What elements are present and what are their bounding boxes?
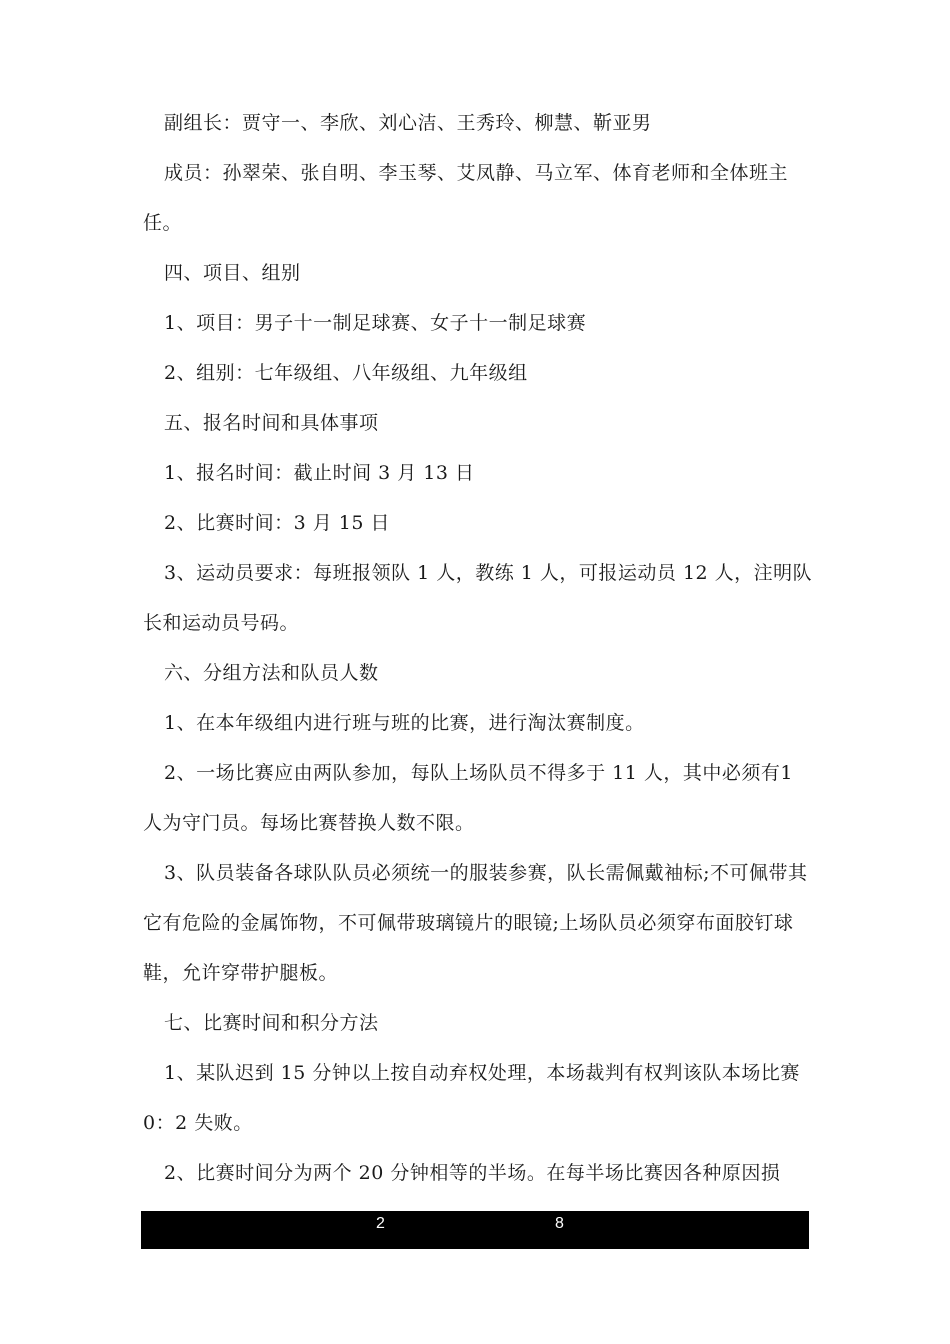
paragraph-deputy-leaders: 副组长：贾守一、李欣、刘心洁、王秀玲、柳慧、靳亚男 bbox=[164, 112, 652, 134]
section-heading-events: 四、项目、组别 bbox=[164, 262, 301, 284]
section-heading-registration: 五、报名时间和具体事项 bbox=[164, 412, 379, 434]
paragraph-knockout: 1、在本年级组内进行班与班的比赛，进行淘汰赛制度。 bbox=[164, 712, 645, 734]
paragraph-team-size: 2、一场比赛应由两队参加，每队上场队员不得多于 11 人，其中必须有1 人为守门员。每场比赛替换人数不限。 bbox=[143, 762, 793, 834]
page-number-total: 8 bbox=[555, 1215, 564, 1232]
page-footer-bar bbox=[141, 1211, 809, 1249]
paragraph-halves: 2、比赛时间分为两个 20 分钟相等的半场。在每半场比赛因各种原因损 bbox=[164, 1162, 781, 1184]
section-heading-timing: 七、比赛时间和积分方法 bbox=[164, 1012, 379, 1034]
paragraph-lateness: 1、某队迟到 15 分钟以上按自动弃权处理，本场裁判有权判该队本场比赛 0：2 失败。 bbox=[143, 1062, 800, 1134]
paragraph-events: 1、项目：男子十一制足球赛、女子十一制足球赛 bbox=[164, 312, 587, 334]
document-body bbox=[143, 98, 813, 1198]
paragraph-match-date: 2、比赛时间：3 月 15 日 bbox=[164, 512, 390, 534]
section-heading-grouping: 六、分组方法和队员人数 bbox=[164, 662, 379, 684]
paragraph-equipment: 3、队员装备各球队队员必须统一的服装参赛，队长需佩戴袖标;不可佩带其它有危险的金属饰物，不可佩带玻璃镜片的眼镜;上场队员必须穿布面胶钉球鞋，允许穿带护腿板。 bbox=[143, 862, 808, 984]
paragraph-groups: 2、组别：七年级组、八年级组、九年级组 bbox=[164, 362, 528, 384]
paragraph-members: 成员：孙翠荣、张自明、李玉琴、艾凤静、马立军、体育老师和全体班主任。 bbox=[143, 162, 789, 234]
page-number-current: 2 bbox=[376, 1215, 385, 1232]
paragraph-registration-deadline: 1、报名时间：截止时间 3 月 13 日 bbox=[164, 462, 475, 484]
paragraph-athlete-requirements: 3、运动员要求：每班报领队 1 人，教练 1 人，可报运动员 12 人，注明队长和运动员号码。 bbox=[143, 562, 813, 634]
